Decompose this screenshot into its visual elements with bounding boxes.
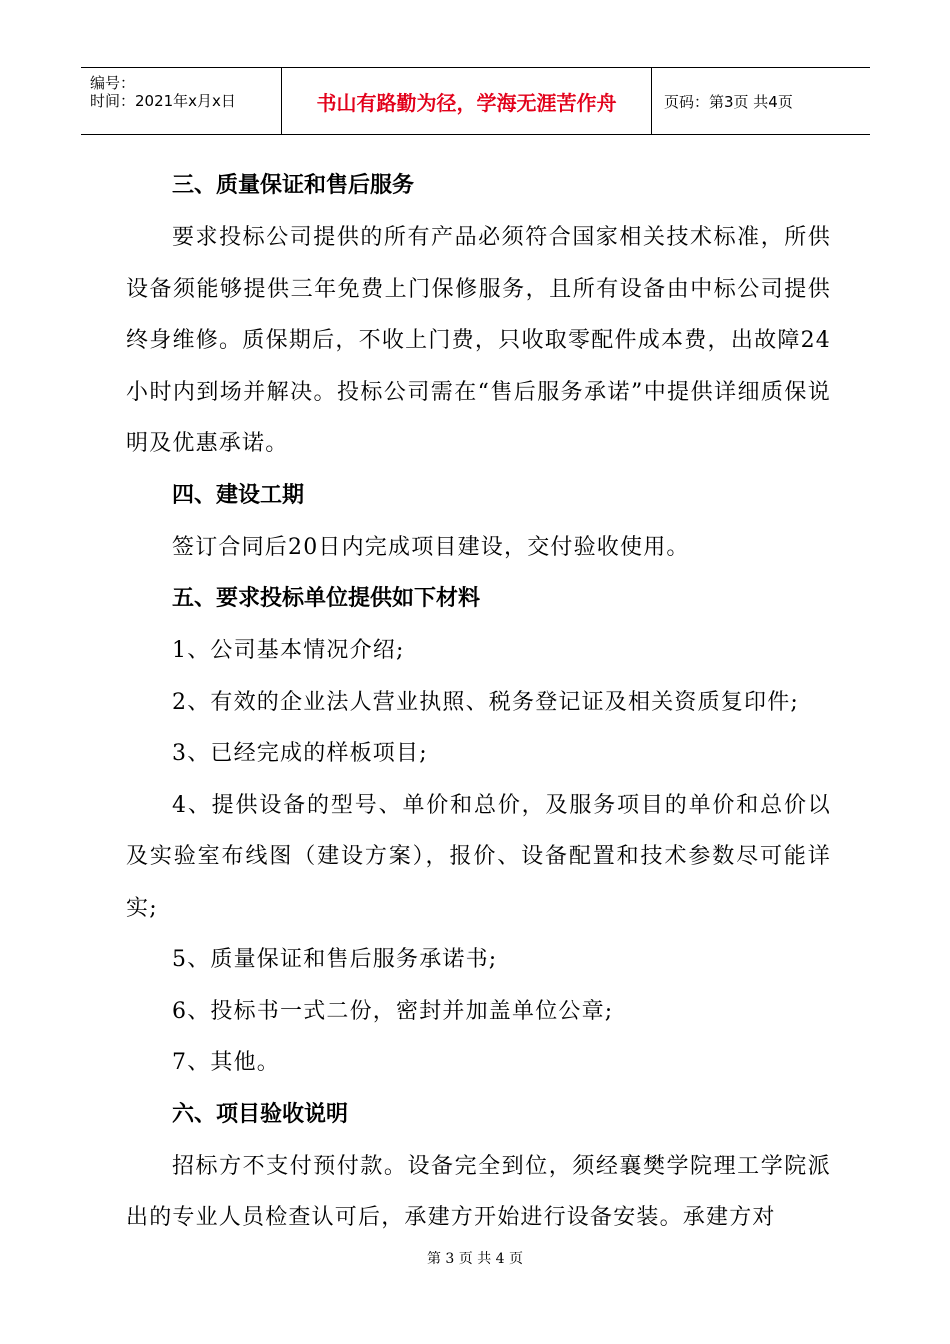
section-heading-schedule: 四、建设工期 (172, 482, 305, 508)
list-item: 1、公司基本情况介绍; (172, 638, 405, 663)
date-label: 时间：2021年x月x日 (90, 92, 236, 110)
section-heading-quality: 三、质量保证和售后服务 (172, 173, 415, 198)
document-body (126, 160, 831, 1244)
quality-paragraph: 要求投标公司提供的所有产品必须符合国家相关技术标准，所供设备须能够提供三年免费上门保修服务，且所有设备由中标公司提供终身维修。质保期后，不收上门费，只收取零配件成本费，出故障24小时内到场并解决。投标公司需在“售后服务承诺”中提供详细质保说明及优惠承诺。 (126, 225, 831, 456)
header-meta (81, 68, 282, 134)
section-heading-acceptance: 六、项目验收说明 (172, 1101, 349, 1127)
schedule-paragraph: 签订合同后20日内完成项目建设，交付验收使用。 (172, 534, 690, 560)
acceptance-paragraph: 招标方不支付预付款。设备完全到位，须经襄樊学院理工学院派出的专业人员检查认可后，承建方开始进行设备安装。承建方对 (126, 1153, 831, 1230)
list-item: 5、质量保证和售后服务承诺书; (172, 947, 498, 972)
page-header (81, 67, 870, 135)
list-item: 3、已经完成的样板项目; (172, 741, 428, 766)
header-page-info: 页码：第3页 共4页 (664, 92, 793, 111)
number-label: 编号： (90, 74, 136, 92)
list-item: 2、有效的企业法人营业执照、税务登记证及相关资质复印件; (172, 689, 800, 715)
list-item: 6、投标书一式二份，密封并加盖单位公章; (172, 998, 614, 1024)
header-motto: 书山有路勤为径，学海无涯苦作舟 (282, 68, 652, 134)
section-heading-materials: 五、要求投标单位提供如下材料 (172, 586, 481, 611)
list-item: 7、其他。 (172, 1050, 280, 1075)
page-footer: 第 3 页 共 4 页 (426, 1251, 524, 1267)
list-item: 4、提供设备的型号、单价和总价，及服务项目的单价和总价以及实验室布线图（建设方案），报价、设备配置和技术参数尽可能详实; (126, 792, 831, 921)
